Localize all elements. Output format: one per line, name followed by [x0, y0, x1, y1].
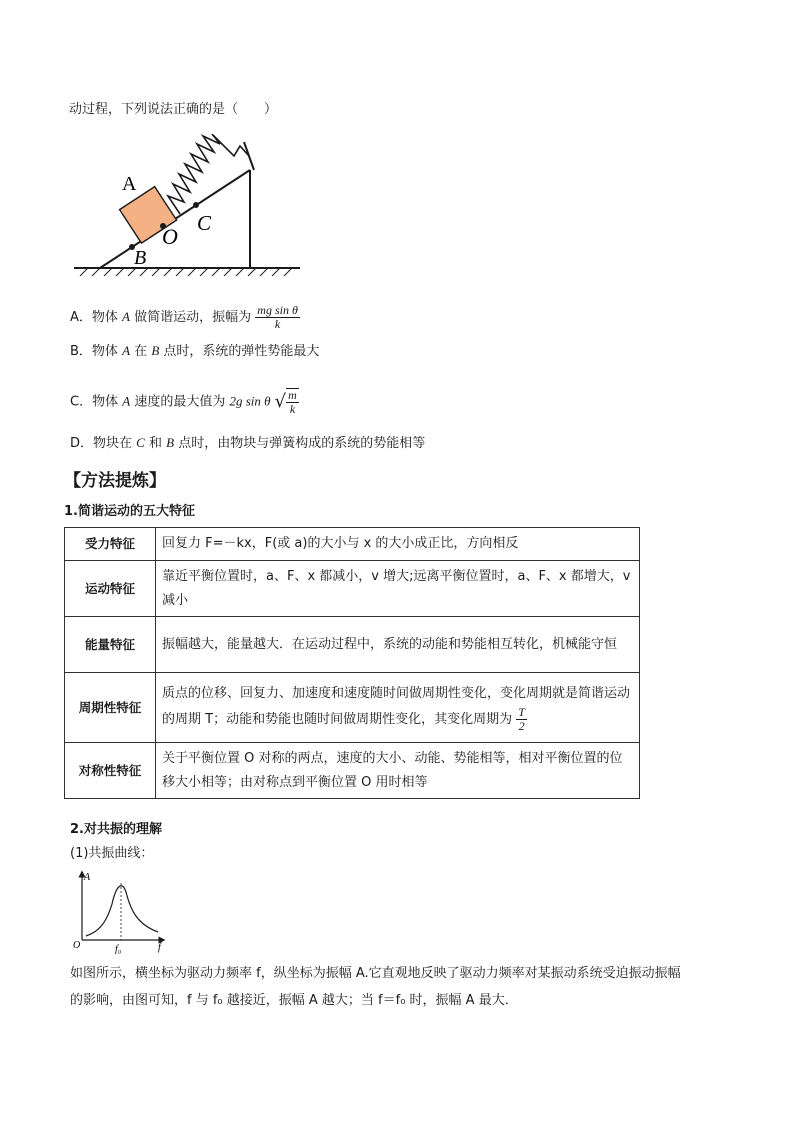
label-B: B — [134, 247, 147, 269]
question-stem: 动过程，下列说法正确的是（ ） — [69, 102, 278, 117]
option-a[interactable] — [70, 304, 300, 331]
table-row-body: 关于平衡位置 O 对称的两点，速度的大小、动能、势能相等，相对平衡位置的位移大小相等；由对称点到平衡位置 O 用时相等 — [156, 743, 640, 799]
table-row-head: 周期性特征 — [65, 673, 156, 743]
method-section-title: 【方法提炼】 — [64, 471, 166, 491]
subtitle-five-features: 1.简谐运动的五大特征 — [64, 504, 195, 519]
table-row — [65, 617, 640, 673]
table-row-head: 运动特征 — [65, 561, 156, 617]
resonance-curve — [86, 886, 158, 936]
option-d[interactable]: D．物块在 C 和 B 点时，由物块与弹簧构成的系统的势能相等 — [70, 435, 426, 451]
table-row — [65, 673, 640, 743]
option-b[interactable]: B．物体 A 在 B 点时，系统的弹性势能最大 — [70, 343, 320, 359]
table-row-body: 靠近平衡位置时，a、F、x 都减小，v 增大;远离平衡位置时，a、F、x 都增大，v 减小 — [156, 561, 640, 617]
explanation-line-2: 的影响，由图可知，f 与 f₀ 越接近，振幅 A 越大；当 f＝f₀ 时，振幅 A 最大． — [70, 993, 518, 1008]
explanation-line-1: 如图所示，横坐标为驱动力频率 f，纵坐标为振幅 A.它直观地反映了驱动力频率对某振动系统受迫振动振幅 — [70, 966, 681, 981]
option-a-prefix: A．物体 — [70, 310, 118, 325]
resonance-curve-title: (1)共振曲线： — [70, 846, 154, 861]
table-row-body: 回复力 F=－kx，F(或 a)的大小与 x 的大小成正比，方向相反 — [156, 528, 640, 561]
table-row-head: 能量特征 — [65, 617, 156, 673]
features-table — [64, 527, 640, 799]
f0-label: f₀ — [115, 944, 122, 954]
subtitle-resonance: 2.对共振的理解 — [70, 822, 162, 837]
table-row-head: 对称性特征 — [65, 743, 156, 799]
table-row-body: 振幅越大，能量越大．在运动过程中，系统的动能和势能相互转化，机械能守恒 — [156, 617, 640, 673]
table-row-body: 质点的位移、回复力、加速度和速度随时间做周期性变化，变化周期就是简谐运动的周期 T；动能和势能也随时间做周期性变化，其变化周期为 $\frac{T}{2}$ — [156, 673, 640, 743]
table-row — [65, 561, 640, 617]
label-A: A — [122, 173, 137, 195]
point-C — [193, 202, 199, 208]
period-fraction: $\frac{T}{2}$ — [518, 705, 525, 733]
option-c-expression: 2g sin θ — [229, 393, 271, 409]
label-O: O — [162, 224, 178, 249]
option-a-text: 做简谐运动，振幅为 — [134, 310, 252, 325]
origin-label: O — [73, 940, 81, 951]
resonance-curve-figure — [70, 868, 170, 954]
ground-hatch — [80, 268, 292, 276]
option-c[interactable]: C．物体 A 速度的最大值为 2g sin θ √ $\frac{m}{k}$ — [70, 388, 297, 416]
x-axis-label: f — [158, 942, 161, 953]
table-row-head: 受力特征 — [65, 528, 156, 561]
y-axis-label: A — [84, 872, 91, 883]
label-C: C — [197, 211, 212, 235]
spring — [168, 134, 249, 214]
sqrt-sign: √ — [274, 391, 287, 412]
incline-spring-figure — [72, 134, 304, 276]
option-a-var: A — [122, 309, 130, 324]
table-row — [65, 743, 640, 799]
table-row — [65, 528, 640, 561]
option-a-fraction: $\frac{\text{mg sin θ}}{k}$ — [257, 303, 298, 331]
option-c-fraction: $\frac{m}{k}$ — [288, 388, 297, 416]
